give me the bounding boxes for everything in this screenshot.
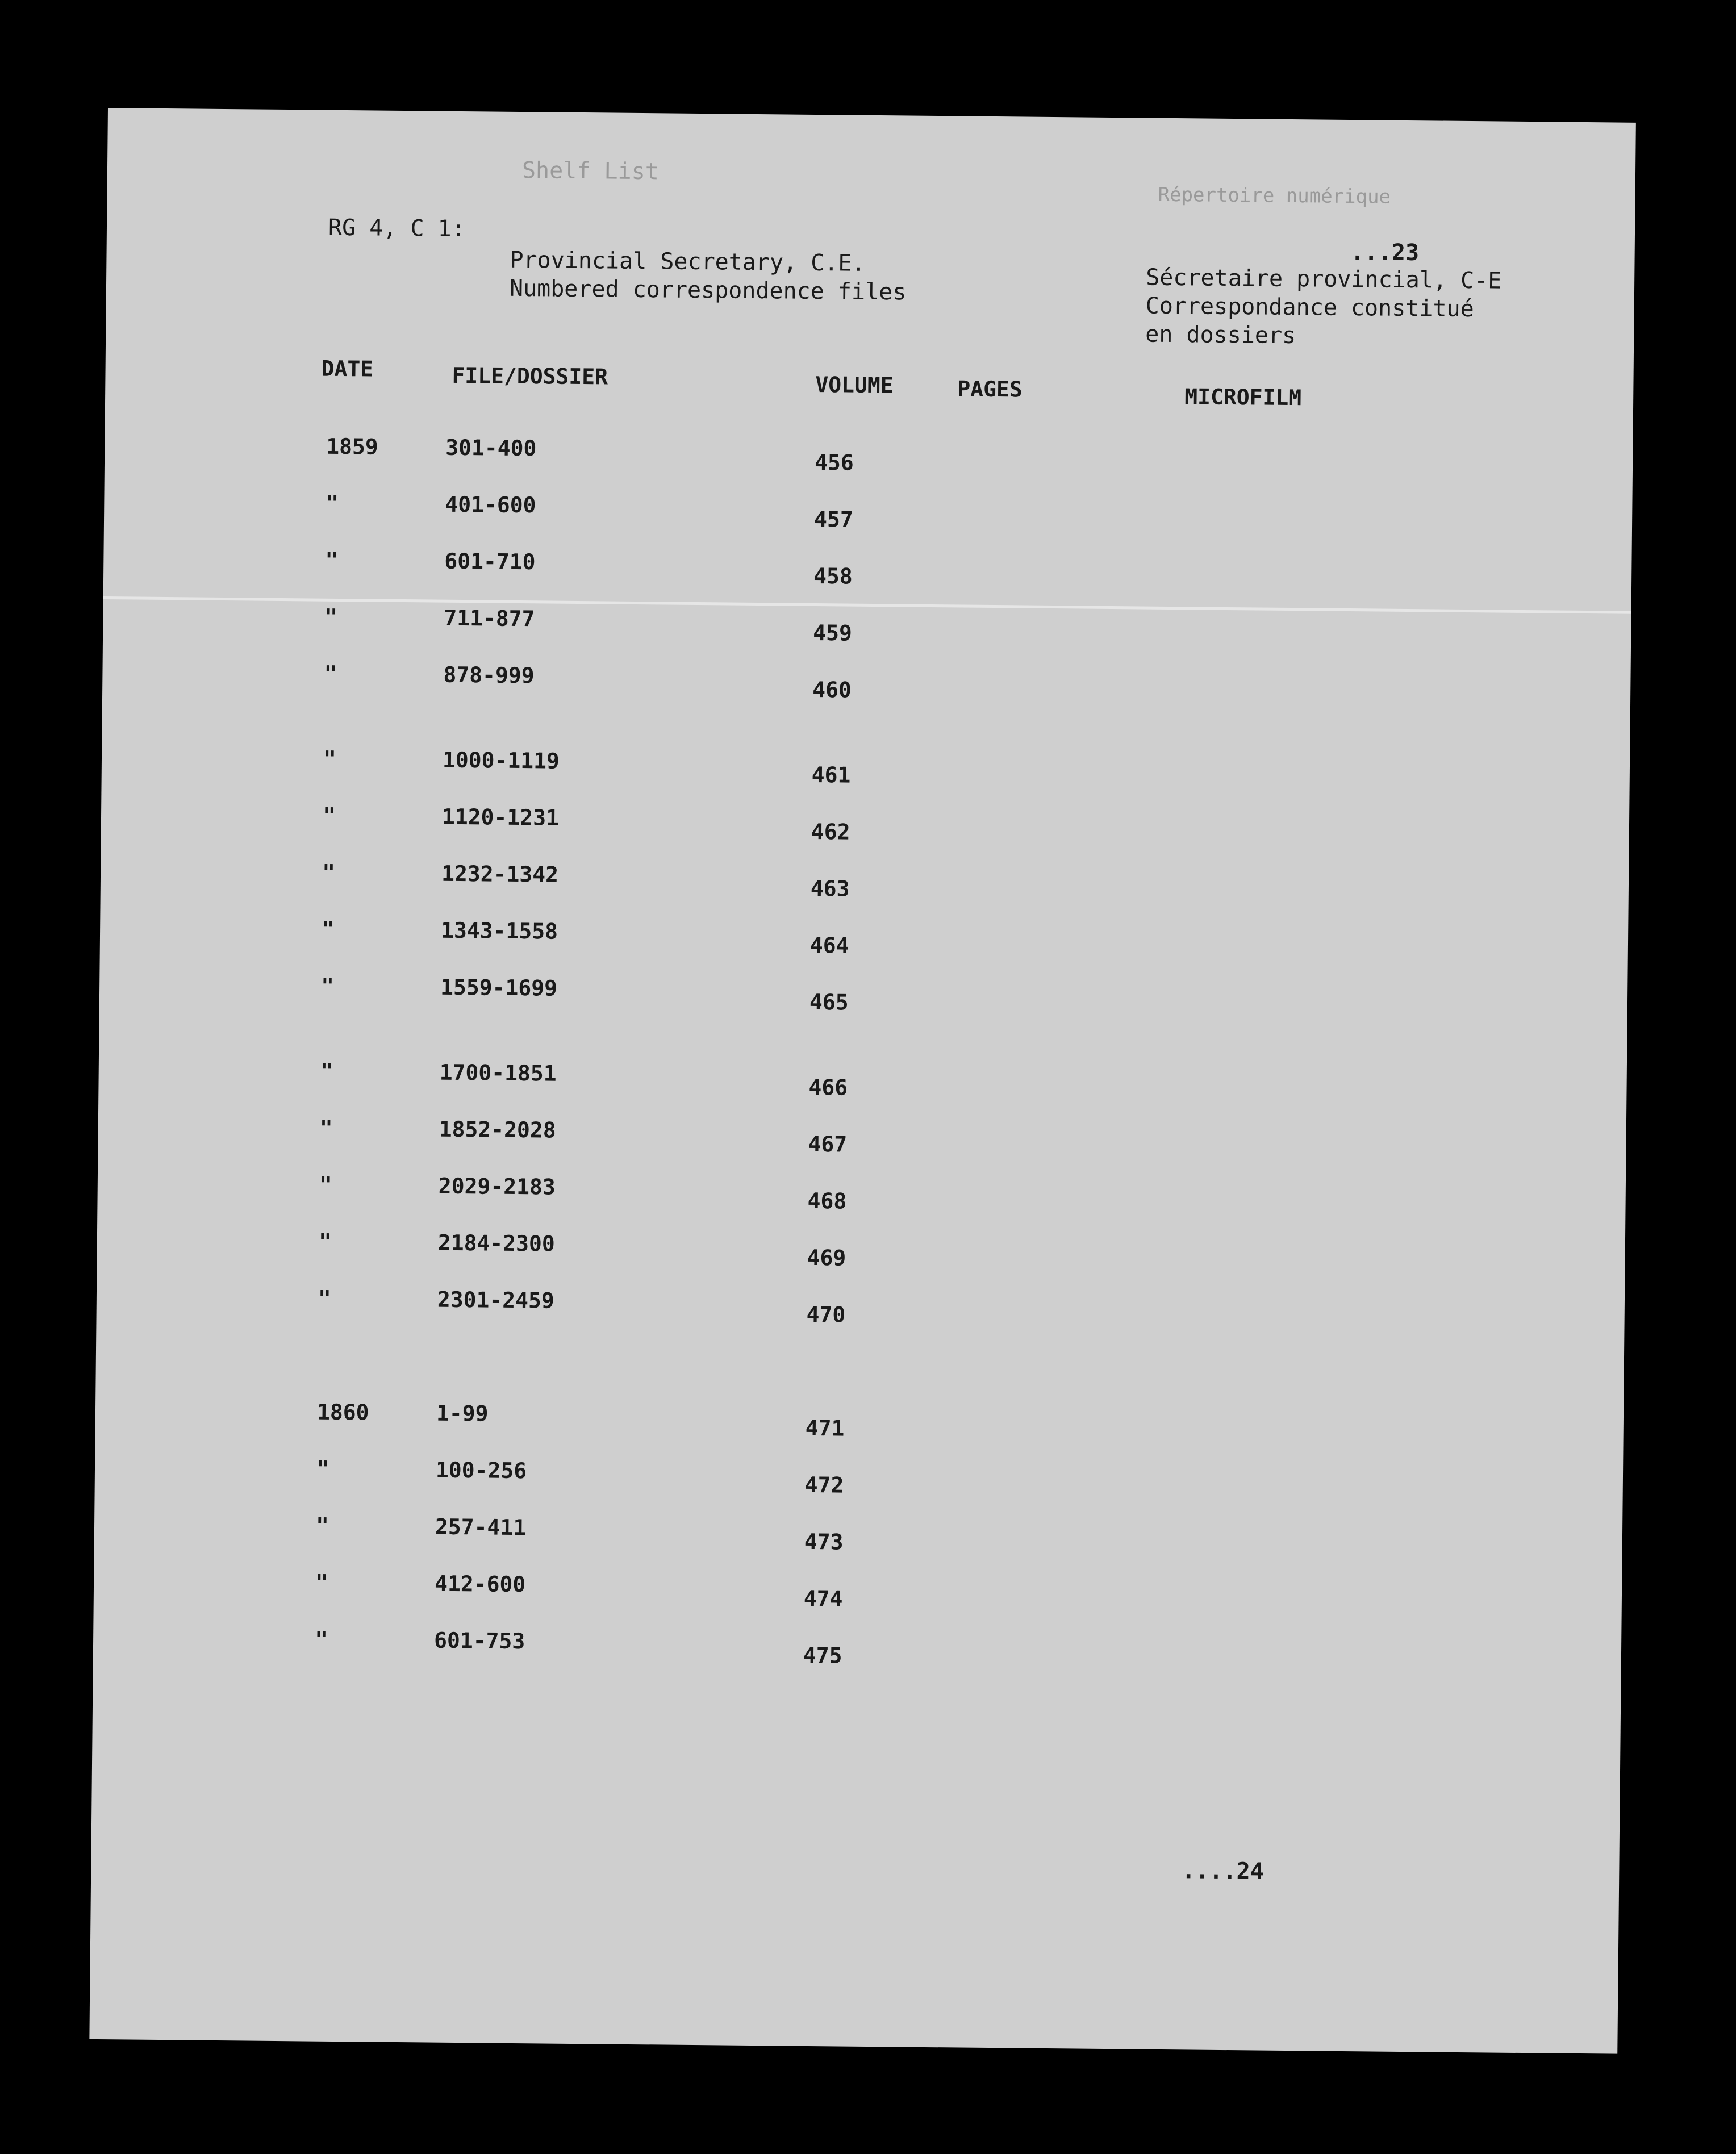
row-volume: 461 bbox=[811, 762, 851, 788]
row-date: 1859 bbox=[326, 433, 379, 460]
row-file-range: 2301-2459 bbox=[437, 1287, 554, 1313]
row-volume: 473 bbox=[804, 1529, 844, 1555]
title-fr-line-2: Correspondance constitué bbox=[1145, 293, 1474, 323]
row-volume: 465 bbox=[809, 989, 849, 1015]
title-en-line-2: Numbered correspondence files bbox=[509, 275, 907, 306]
row-file-range: 1700-1851 bbox=[439, 1059, 557, 1086]
row-date: " bbox=[321, 916, 335, 942]
row-date: 1860 bbox=[316, 1399, 369, 1425]
row-volume: 469 bbox=[807, 1245, 846, 1271]
row-file-range: 1559-1699 bbox=[440, 974, 558, 1001]
row-date: " bbox=[324, 661, 337, 686]
row-volume: 467 bbox=[808, 1131, 848, 1157]
row-file-range: 711-877 bbox=[444, 605, 535, 632]
row-volume: 459 bbox=[812, 620, 853, 646]
row-file-range: 1120-1231 bbox=[441, 804, 560, 830]
title-fr-line-1: Sécretaire provincial, C-E bbox=[1145, 264, 1502, 294]
row-file-range: 878-999 bbox=[443, 662, 535, 688]
row-file-range: 100-256 bbox=[435, 1457, 527, 1484]
row-volume: 472 bbox=[804, 1472, 844, 1498]
row-date: " bbox=[319, 1172, 332, 1197]
row-volume: 471 bbox=[805, 1415, 845, 1441]
row-volume: 466 bbox=[808, 1074, 848, 1100]
column-header-file: FILE/DOSSIER bbox=[452, 362, 608, 390]
row-date: " bbox=[322, 859, 336, 885]
record-group: RG 4, C 1: bbox=[328, 214, 466, 243]
row-date: " bbox=[315, 1569, 329, 1595]
row-file-range: 2184-2300 bbox=[437, 1230, 555, 1256]
column-header-volume: VOLUME bbox=[815, 371, 894, 398]
row-file-range: 401-600 bbox=[445, 491, 536, 518]
next-page-reference: ....24 bbox=[1182, 1857, 1265, 1885]
row-file-range: 1343-1558 bbox=[440, 917, 558, 944]
row-file-range: 1-99 bbox=[436, 1400, 489, 1426]
document-page bbox=[89, 108, 1636, 2054]
row-date: " bbox=[318, 1229, 332, 1254]
row-date: " bbox=[318, 1285, 332, 1311]
row-date: " bbox=[315, 1513, 329, 1538]
row-volume: 475 bbox=[803, 1642, 842, 1668]
row-date: " bbox=[324, 604, 338, 629]
column-header-pages: PAGES bbox=[957, 376, 1023, 402]
row-file-range: 2029-2183 bbox=[438, 1173, 556, 1200]
row-volume: 474 bbox=[803, 1585, 843, 1612]
row-volume: 456 bbox=[814, 449, 854, 475]
row-volume: 462 bbox=[811, 819, 850, 845]
row-volume: 468 bbox=[807, 1188, 847, 1214]
row-volume: 457 bbox=[813, 506, 853, 532]
row-file-range: 301-400 bbox=[445, 435, 537, 461]
row-date: " bbox=[316, 1456, 330, 1481]
row-file-range: 412-600 bbox=[434, 1571, 526, 1597]
row-volume: 463 bbox=[810, 875, 850, 901]
row-volume: 464 bbox=[809, 932, 849, 958]
row-date: " bbox=[323, 746, 337, 771]
row-file-range: 1232-1342 bbox=[441, 861, 559, 887]
column-header-date: DATE bbox=[321, 356, 374, 382]
row-file-range: 1000-1119 bbox=[442, 747, 560, 774]
row-date: " bbox=[326, 490, 339, 516]
row-date: " bbox=[320, 1058, 333, 1084]
row-file-range: 1852-2028 bbox=[439, 1116, 556, 1143]
row-volume: 460 bbox=[812, 677, 852, 703]
row-date: " bbox=[319, 1115, 333, 1141]
repertoire-label: Répertoire numérique bbox=[1158, 183, 1391, 208]
row-date: " bbox=[320, 973, 335, 999]
row-file-range: 601-753 bbox=[433, 1627, 525, 1654]
title-fr-line-3: en dossiers bbox=[1145, 321, 1296, 349]
title-en-line-1: Provincial Secretary, C.E. bbox=[510, 247, 866, 277]
shelf-list-label: Shelf List bbox=[521, 157, 660, 185]
row-volume: 470 bbox=[806, 1301, 846, 1328]
row-date: " bbox=[325, 547, 339, 573]
page-reference: ...23 bbox=[1350, 239, 1420, 266]
row-volume: 458 bbox=[813, 563, 853, 589]
row-file-range: 601-710 bbox=[444, 548, 536, 575]
column-header-microfilm: MICROFILM bbox=[1184, 384, 1302, 411]
row-date: " bbox=[314, 1626, 328, 1652]
row-date: " bbox=[322, 803, 336, 828]
row-file-range: 257-411 bbox=[435, 1514, 527, 1541]
